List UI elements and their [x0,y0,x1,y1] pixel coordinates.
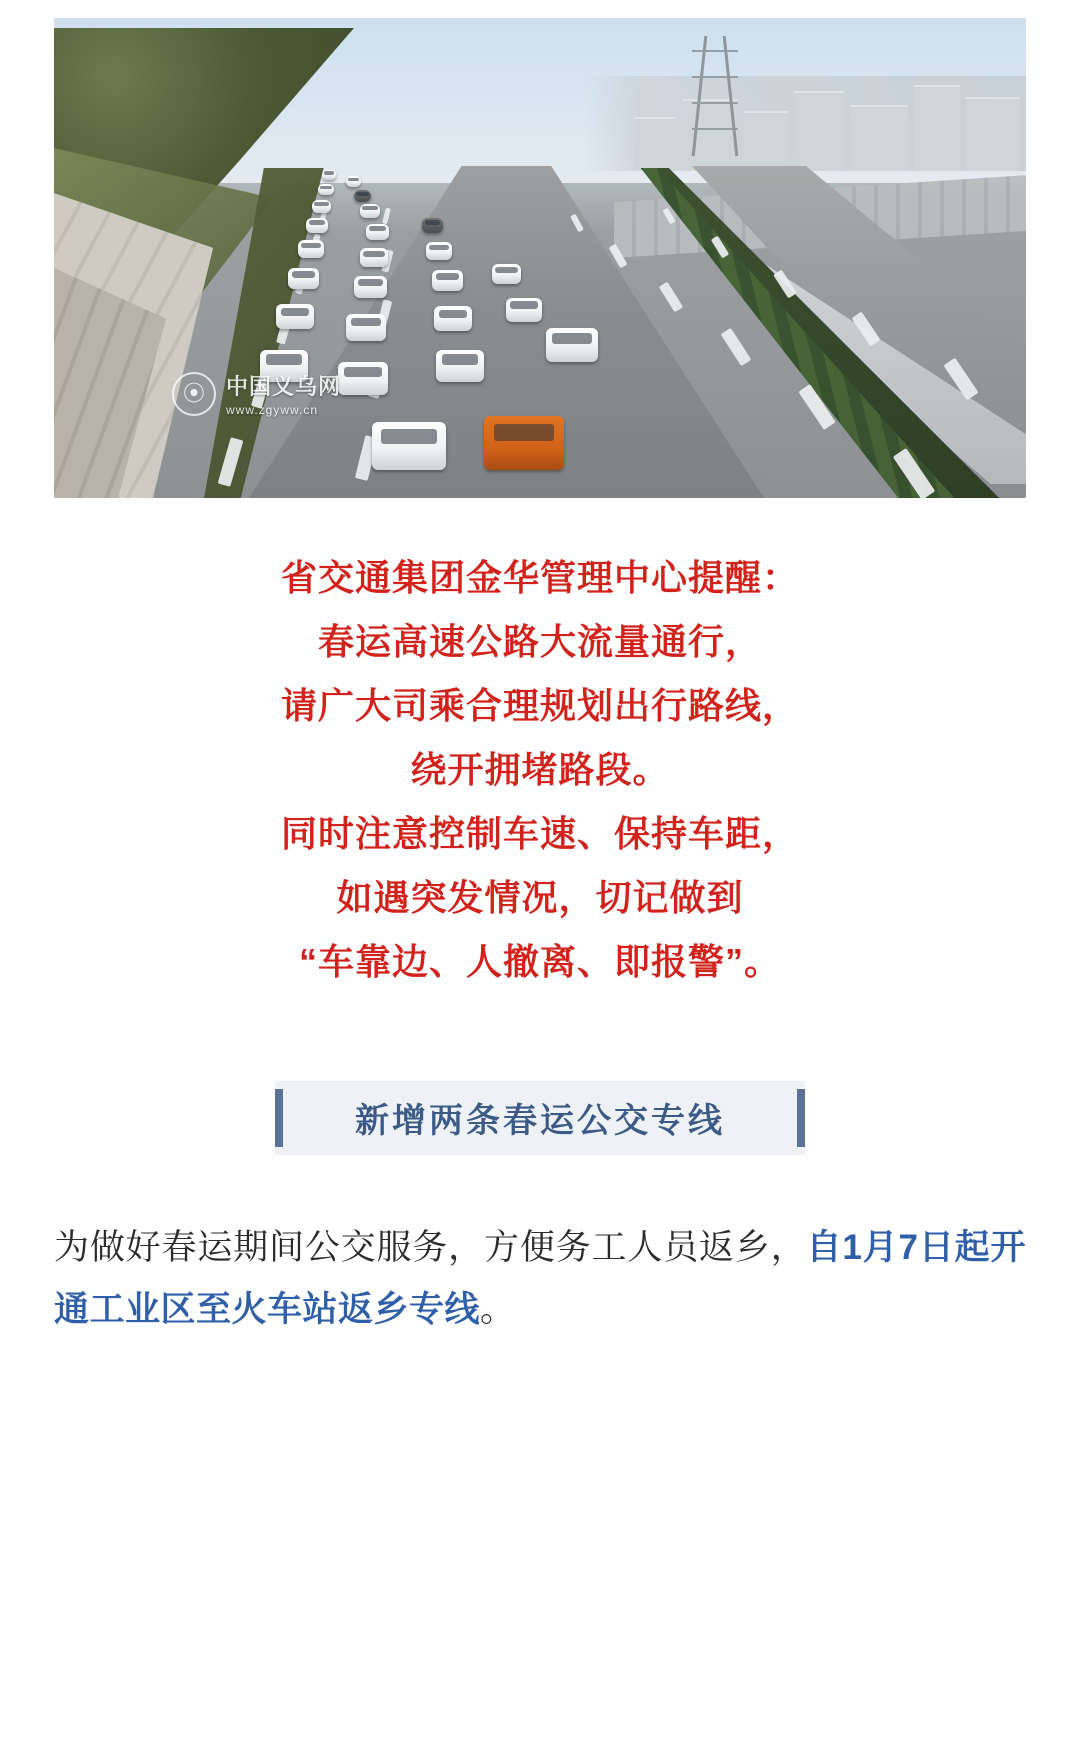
body-paragraph [54,1217,1026,1342]
heading-accent-left-icon [275,1089,283,1147]
vehicle [426,242,452,260]
vehicle [354,190,371,202]
notice-line: 请广大司乘合理规划出行路线， [280,685,799,727]
red-notice-block [0,546,1080,995]
vehicle [434,306,472,331]
notice-line: 省交通集团金华管理中心提醒： [280,557,799,598]
vehicle [372,422,446,470]
notice-line: 如遇突发情况，切记做到 [336,877,744,919]
vehicle [436,350,484,382]
distant-buildings [586,76,1026,171]
vehicle [306,218,328,233]
watermark-site-name: 中国义乌网 [226,374,342,399]
section-title: 新增两条春运公交专线 [355,1102,725,1141]
watermark-site-url: www.zgyww.cn [226,403,319,417]
vehicle [492,264,521,284]
vehicle [422,218,443,233]
vehicle [366,224,389,240]
notice-line: 春运高速公路大流量通行， [317,621,762,663]
notice-line: 绕开拥堵路段。 [410,749,670,791]
vehicle [360,248,388,267]
watermark [172,370,341,417]
vehicle [346,314,386,341]
vehicle [288,268,319,289]
vehicle [432,270,463,291]
hero-photo [54,18,1026,498]
vehicle [312,200,331,213]
vehicle-orange-suv [484,416,564,470]
notice-line: 同时注意控制车速、保持车距， [280,813,799,855]
vehicle [338,362,388,395]
section-heading [275,1081,805,1155]
vehicle [276,304,314,329]
circle-swirl-logo-icon: ⦿ [172,372,216,416]
vehicle [298,240,324,258]
body-highlight: 自1月7日起开通工业区至火车站返乡专线 [54,1227,1026,1329]
vehicle [322,170,336,180]
notice-line: “车靠边、人撤离、即报警”。 [298,941,781,983]
body-lead: 为做好春运期间公交服务，方便务工人员返乡， [54,1227,807,1267]
vehicle [506,298,542,322]
vehicle [354,276,387,298]
vehicle [346,176,361,187]
vehicle [318,184,334,195]
heading-accent-right-icon [797,1089,805,1147]
body-tail: 。 [480,1289,516,1329]
power-pylon [692,36,738,156]
vehicle [546,328,598,362]
vehicle [360,204,380,218]
